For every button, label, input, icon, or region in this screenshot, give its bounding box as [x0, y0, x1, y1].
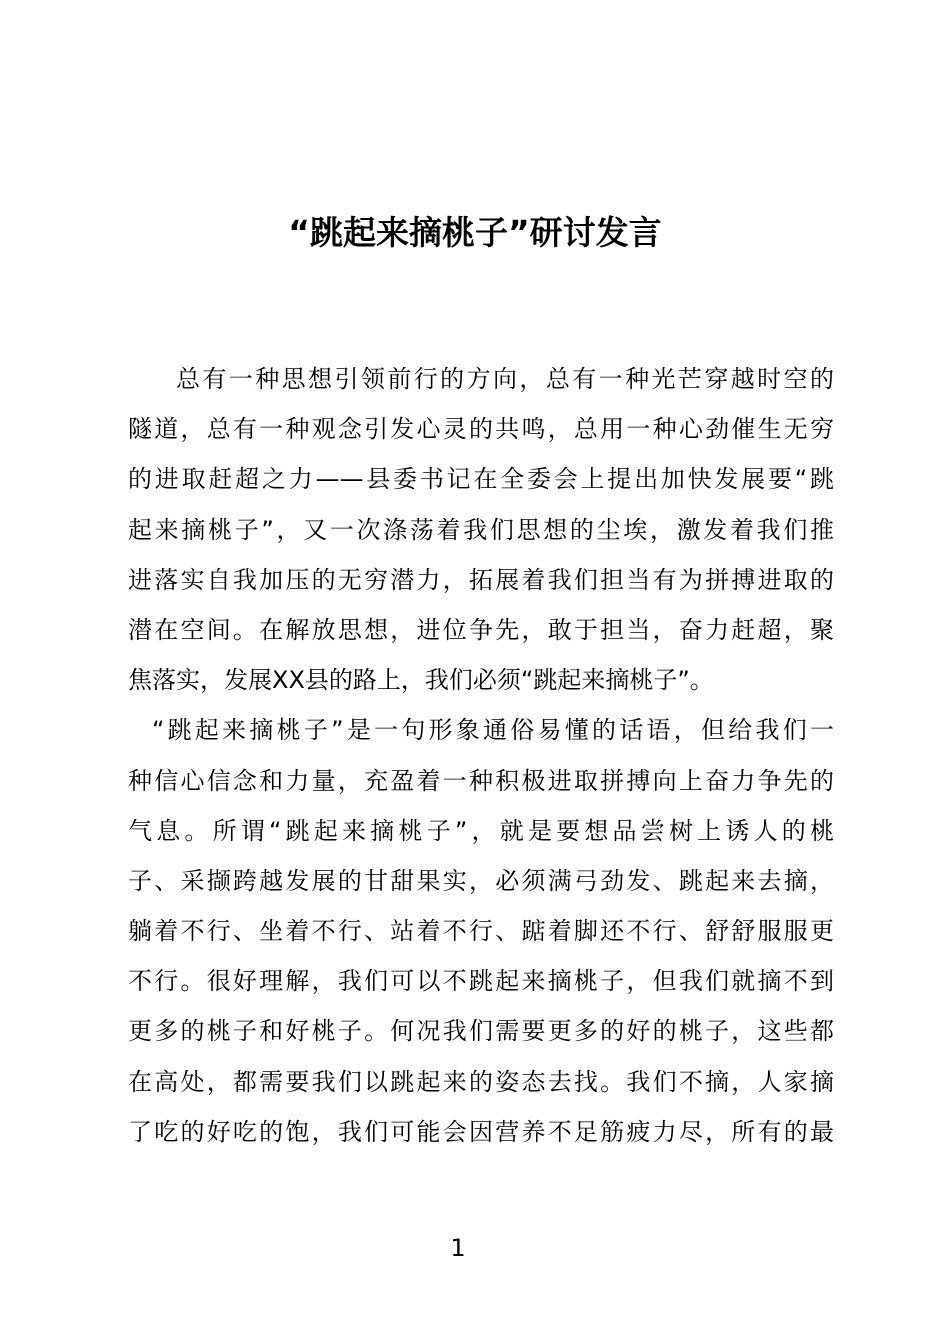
paragraph-1 [128, 354, 834, 705]
document-title: “跳起来摘桃子”研讨发言 [288, 213, 662, 252]
text-line: 了吃的好吃的饱，我们可能会因营养不足筋疲力尽，所有的最 [128, 1117, 834, 1146]
text-line: 隧道，总有一种观念引发心灵的共鸣，总用一种心劲催生无穷 [128, 415, 834, 444]
text-line: 总有一种思想引领前行的方向，总有一种光芒穿越时空的 [176, 365, 834, 393]
document-body [128, 354, 834, 1157]
paragraph-2 [128, 705, 834, 1157]
text-line: 焦落实，发展XX县的路上，我们必须“跳起来摘桃子”。 [128, 666, 714, 695]
page-number: 1 [450, 1234, 466, 1262]
text-line: 不行。很好理解，我们可以不跳起来摘桃子，但我们就摘不到 [128, 967, 834, 996]
text-line: 起来摘桃子”，又一次涤荡着我们思想的尘埃，激发着我们推 [128, 515, 834, 544]
text-line: “跳起来摘桃子”是一句形象通俗易懂的话语，但给我们一 [152, 716, 834, 745]
text-line: 进落实自我加压的无穷潜力，拓展着我们担当有为拼搏进取的 [128, 565, 834, 594]
text-line: 的进取赶超之力——县委书记在全委会上提出加快发展要“跳 [128, 465, 834, 494]
text-line: 气息。所谓“跳起来摘桃子”，就是要想品尝树上诱人的桃 [128, 816, 834, 845]
text-line: 种信心信念和力量，充盈着一种积极进取拼搏向上奋力争先的 [128, 766, 834, 795]
text-line: 更多的桃子和好桃子。何况我们需要更多的好的桃子，这些都 [128, 1017, 834, 1046]
text-line: 躺着不行、坐着不行、站着不行、踮着脚还不行、舒舒服服更 [128, 917, 834, 946]
text-line: 在高处，都需要我们以跳起来的姿态去找。我们不摘，人家摘 [128, 1067, 834, 1096]
text-line: 潜在空间。在解放思想，进位争先，敢于担当，奋力赶超，聚 [128, 615, 834, 644]
text-line: 子、采撷跨越发展的甘甜果实，必须满弓劲发、跳起来去摘， [128, 866, 834, 895]
